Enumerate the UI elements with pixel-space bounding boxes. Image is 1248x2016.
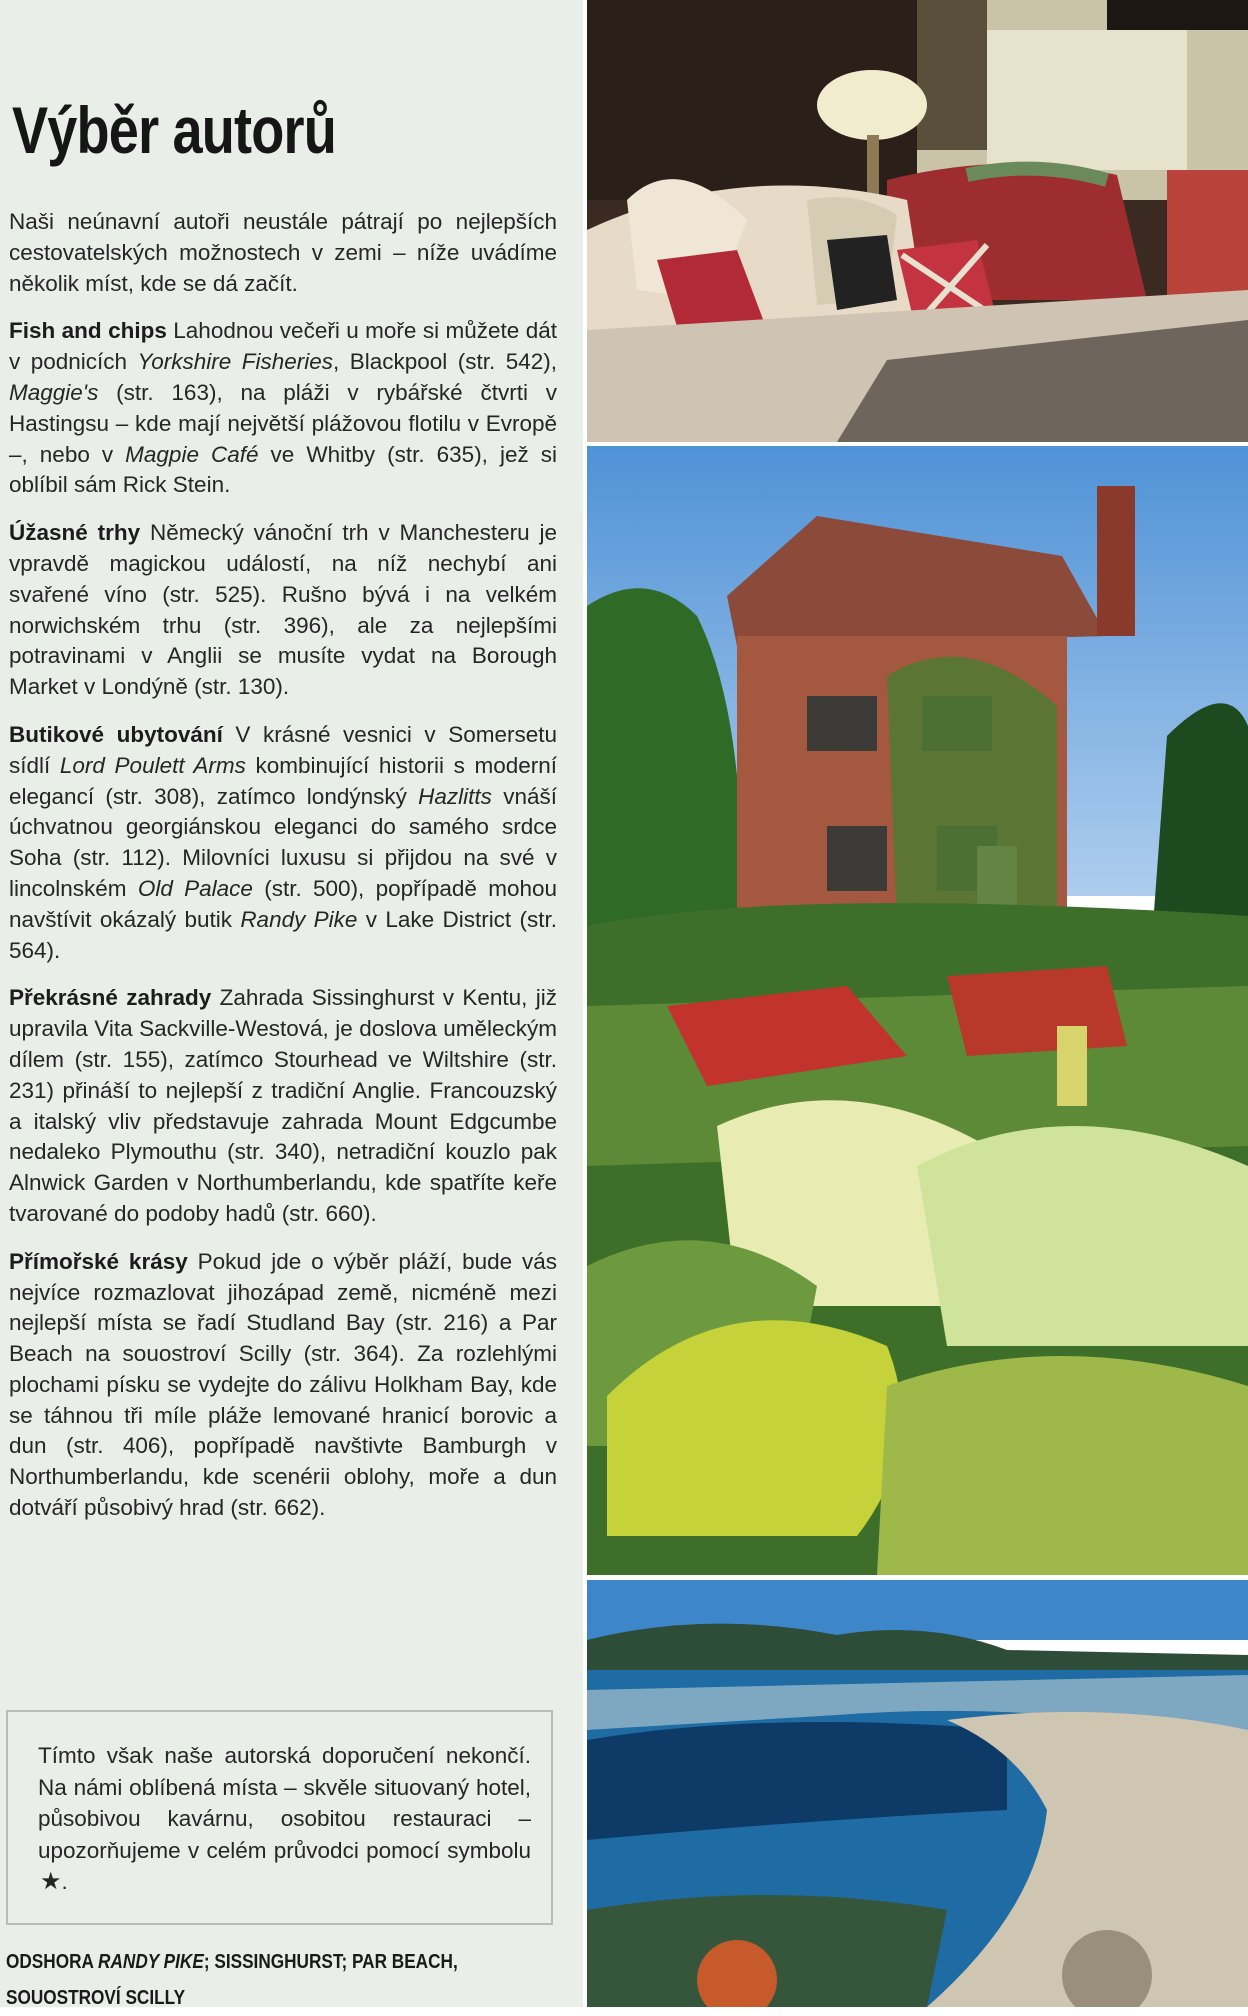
section-markets: Úžasné trhy Německý vánoční trh v Manchesteru je vpravdě magickou událostí, na níž nechybí ani svařené víno (str. 525). Rušno bývá i na velkém norwichském trhu (str. 396), ale za nejlepšími potravinami v Anglii se musíte vydat na Borough Market v Londýně (str. 130). [9,520,557,700]
section-title: Butikové ubytování [9,721,223,747]
text-column [0,0,583,2007]
section-seaside: Přímořské krásy Pokud jde o výběr pláží, bude vás nejvíce rozmazlovat jihozápad země, nicméně mezi nejlepší místa se řadí Studland Bay (str. 216) a Par Beach na souostroví Scilly (str. 364). Za rozlehlými plochami písku se vydejte do zálivu Holkham Bay, kde se táhnou tři míle pláže lemované hranicí borovic a dun (str. 406), popřípadě navštivte Bamburgh v Northumberlandu, kde scenérii oblohy, moře a dun dotváří působivý hrad (str. 662). [9,1248,558,1521]
photo-caption: ODSHORA RANDY PIKE; SISSINGHURST; PAR BEACH, SOUOSTROVÍ SCILLY [6,1951,458,2009]
section-title: Přímořské krásy [9,1248,188,1274]
section-fish-and-chips: Fish and chips Lahodnou večeři u moře si můžete dát v podnicích Yorkshire Fisheries, Blackpool (str. 542), Maggie's (str. 163), na pláži v rybářské čtvrti v Hastingsu – kde mají největší plážovou flotilu v Evropě –, nebo v Magpie Café ve Whitby (str. 635), jež si oblíbil sám Rick Stein. [9,318,558,498]
photo-par-beach [587,1580,1248,2007]
section-title: Úžasné trhy [9,520,141,546]
intro-paragraph: Naši neúnavní autoři neustále pátrají po nejlepších cestovatelských možnostech v zemi – níže uvádíme několik míst, kde se dá začít. [9,209,557,296]
author-tip-box: Tímto však naše autorská doporučení nekončí. Na námi oblíbená místa – skvěle situovaný hotel, působivou kavárnu, osobitou restauraci – upozorňujeme v celém průvodci pomocí symbolu ★. [6,1710,553,1925]
page-title: Výběr autorů [12,93,336,167]
section-title: Překrásné zahrady [9,985,212,1011]
photo-randy-pike [587,0,1248,442]
section-title: Fish and chips [9,318,167,344]
star-icon: ★ [40,1868,62,1895]
photo-sissinghurst [587,446,1248,1575]
section-boutique-stay: Butikové ubytování V krásné vesnici v Somersetu sídlí Lord Poulett Arms kombinující historii s moderní elegancí (str. 308), zatímco londýnský Hazlitts vnáší úchvatnou georgiánskou eleganci do samého srdce Soha (str. 112). Milovníci luxusu si přijdou na své v lincolnském Old Palace (str. 500), popřípadě mohou navštívit okázalý butik Randy Pike v Lake District (str. 564). [9,721,558,963]
article-body [9,207,557,1541]
section-gardens: Překrásné zahrady Zahrada Sissinghurst v Kentu, již upravila Vita Sackville-Westová, je doslova uměleckým dílem (str. 155), zatímco Stourhead ve Wiltshire (str. 231) přináší to nejlepší z tradiční Anglie. Francouzský a italský vliv představuje zahrada Mount Edgcumbe nedaleko Plymouthu (str. 340), netradiční kouzlo pak Alnwick Garden v Northumberlandu, kde spatříte keře tvarované do podoby hadů (str. 660). [9,985,557,1226]
